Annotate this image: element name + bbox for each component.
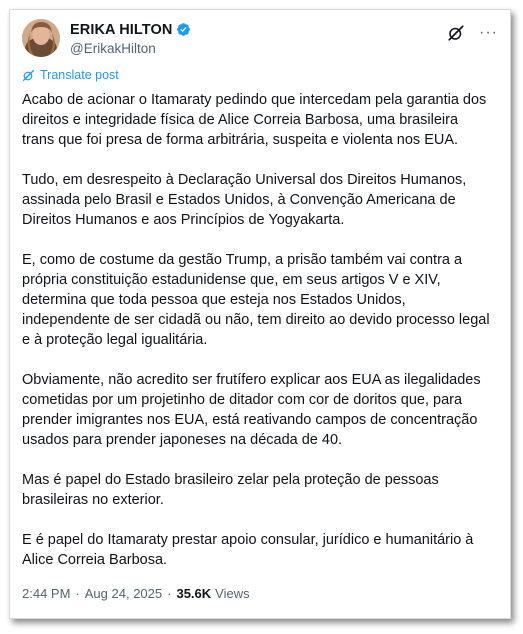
tweet-card (9, 9, 511, 619)
verified-badge-icon (176, 22, 191, 37)
tweet-paragraph: E, como de costume da gestão Trump, a prisão também vai contra a própria constituição estadunidense que, em seus artigos V e XIV, determina que toda pessoa que esteja nos Estados Unidos, independente de ser cidadã ou não, tem direito ao devido processo legal e à proteção legal igualitária. (22, 252, 490, 348)
display-name-row (70, 20, 191, 39)
tweet-paragraph: E é papel do Itamaraty prestar apoio consular, jurídico e humanitário à Alice Correia Barbosa. (22, 532, 474, 568)
translate-icon (22, 69, 35, 82)
header-actions (447, 24, 498, 42)
meta-separator: · (75, 586, 80, 601)
display-name[interactable]: ERIKA HILTON (70, 21, 173, 38)
tweet-paragraph: Obviamente, não acredito ser frutífero explicar aos EUA as ilegalidades cometidas por um projetinho de ditador com cor de doritos que, para prender imigrantes nos EUA, está reativando campos de concentração usados para prender japoneses na década de 40. (22, 372, 481, 448)
tweet-text (22, 90, 502, 570)
author-names (70, 20, 191, 56)
grok-icon[interactable] (447, 24, 465, 42)
more-options-icon[interactable]: ··· (479, 24, 498, 41)
translate-post-link[interactable] (22, 68, 119, 82)
post-date[interactable]: Aug 24, 2025 (84, 586, 163, 601)
tweet-paragraph: Mas é papel do Estado brasileiro zelar pela proteção de pessoas brasileiras no exterior. (22, 472, 439, 508)
tweet-paragraph: Acabo de acionar o Itamaraty pedindo que intercedam pela garantia dos direitos e integridade física de Alice Correia Barbosa, uma brasileira trans que foi presa de forma arbitrária, suspeita e violenta nos EUA. (22, 92, 487, 148)
handle[interactable]: @ErikakHilton (70, 41, 156, 56)
views-label: Views (215, 586, 250, 601)
meta-separator: · (167, 586, 172, 601)
tweet-meta (22, 586, 250, 601)
tweet-paragraph: Tudo, em desrespeito à Declaração Universal dos Direitos Humanos, assinada pelo Brasil e Estados Unidos, à Convenção Americana de Direitos Humanos e aos Princípios de Yogyakarta. (22, 172, 467, 228)
views-count: 35.6K (176, 586, 212, 601)
tweet-header (22, 18, 498, 60)
post-time[interactable]: 2:44 PM (22, 586, 71, 601)
avatar[interactable] (22, 19, 60, 57)
translate-label: Translate post (40, 68, 119, 82)
